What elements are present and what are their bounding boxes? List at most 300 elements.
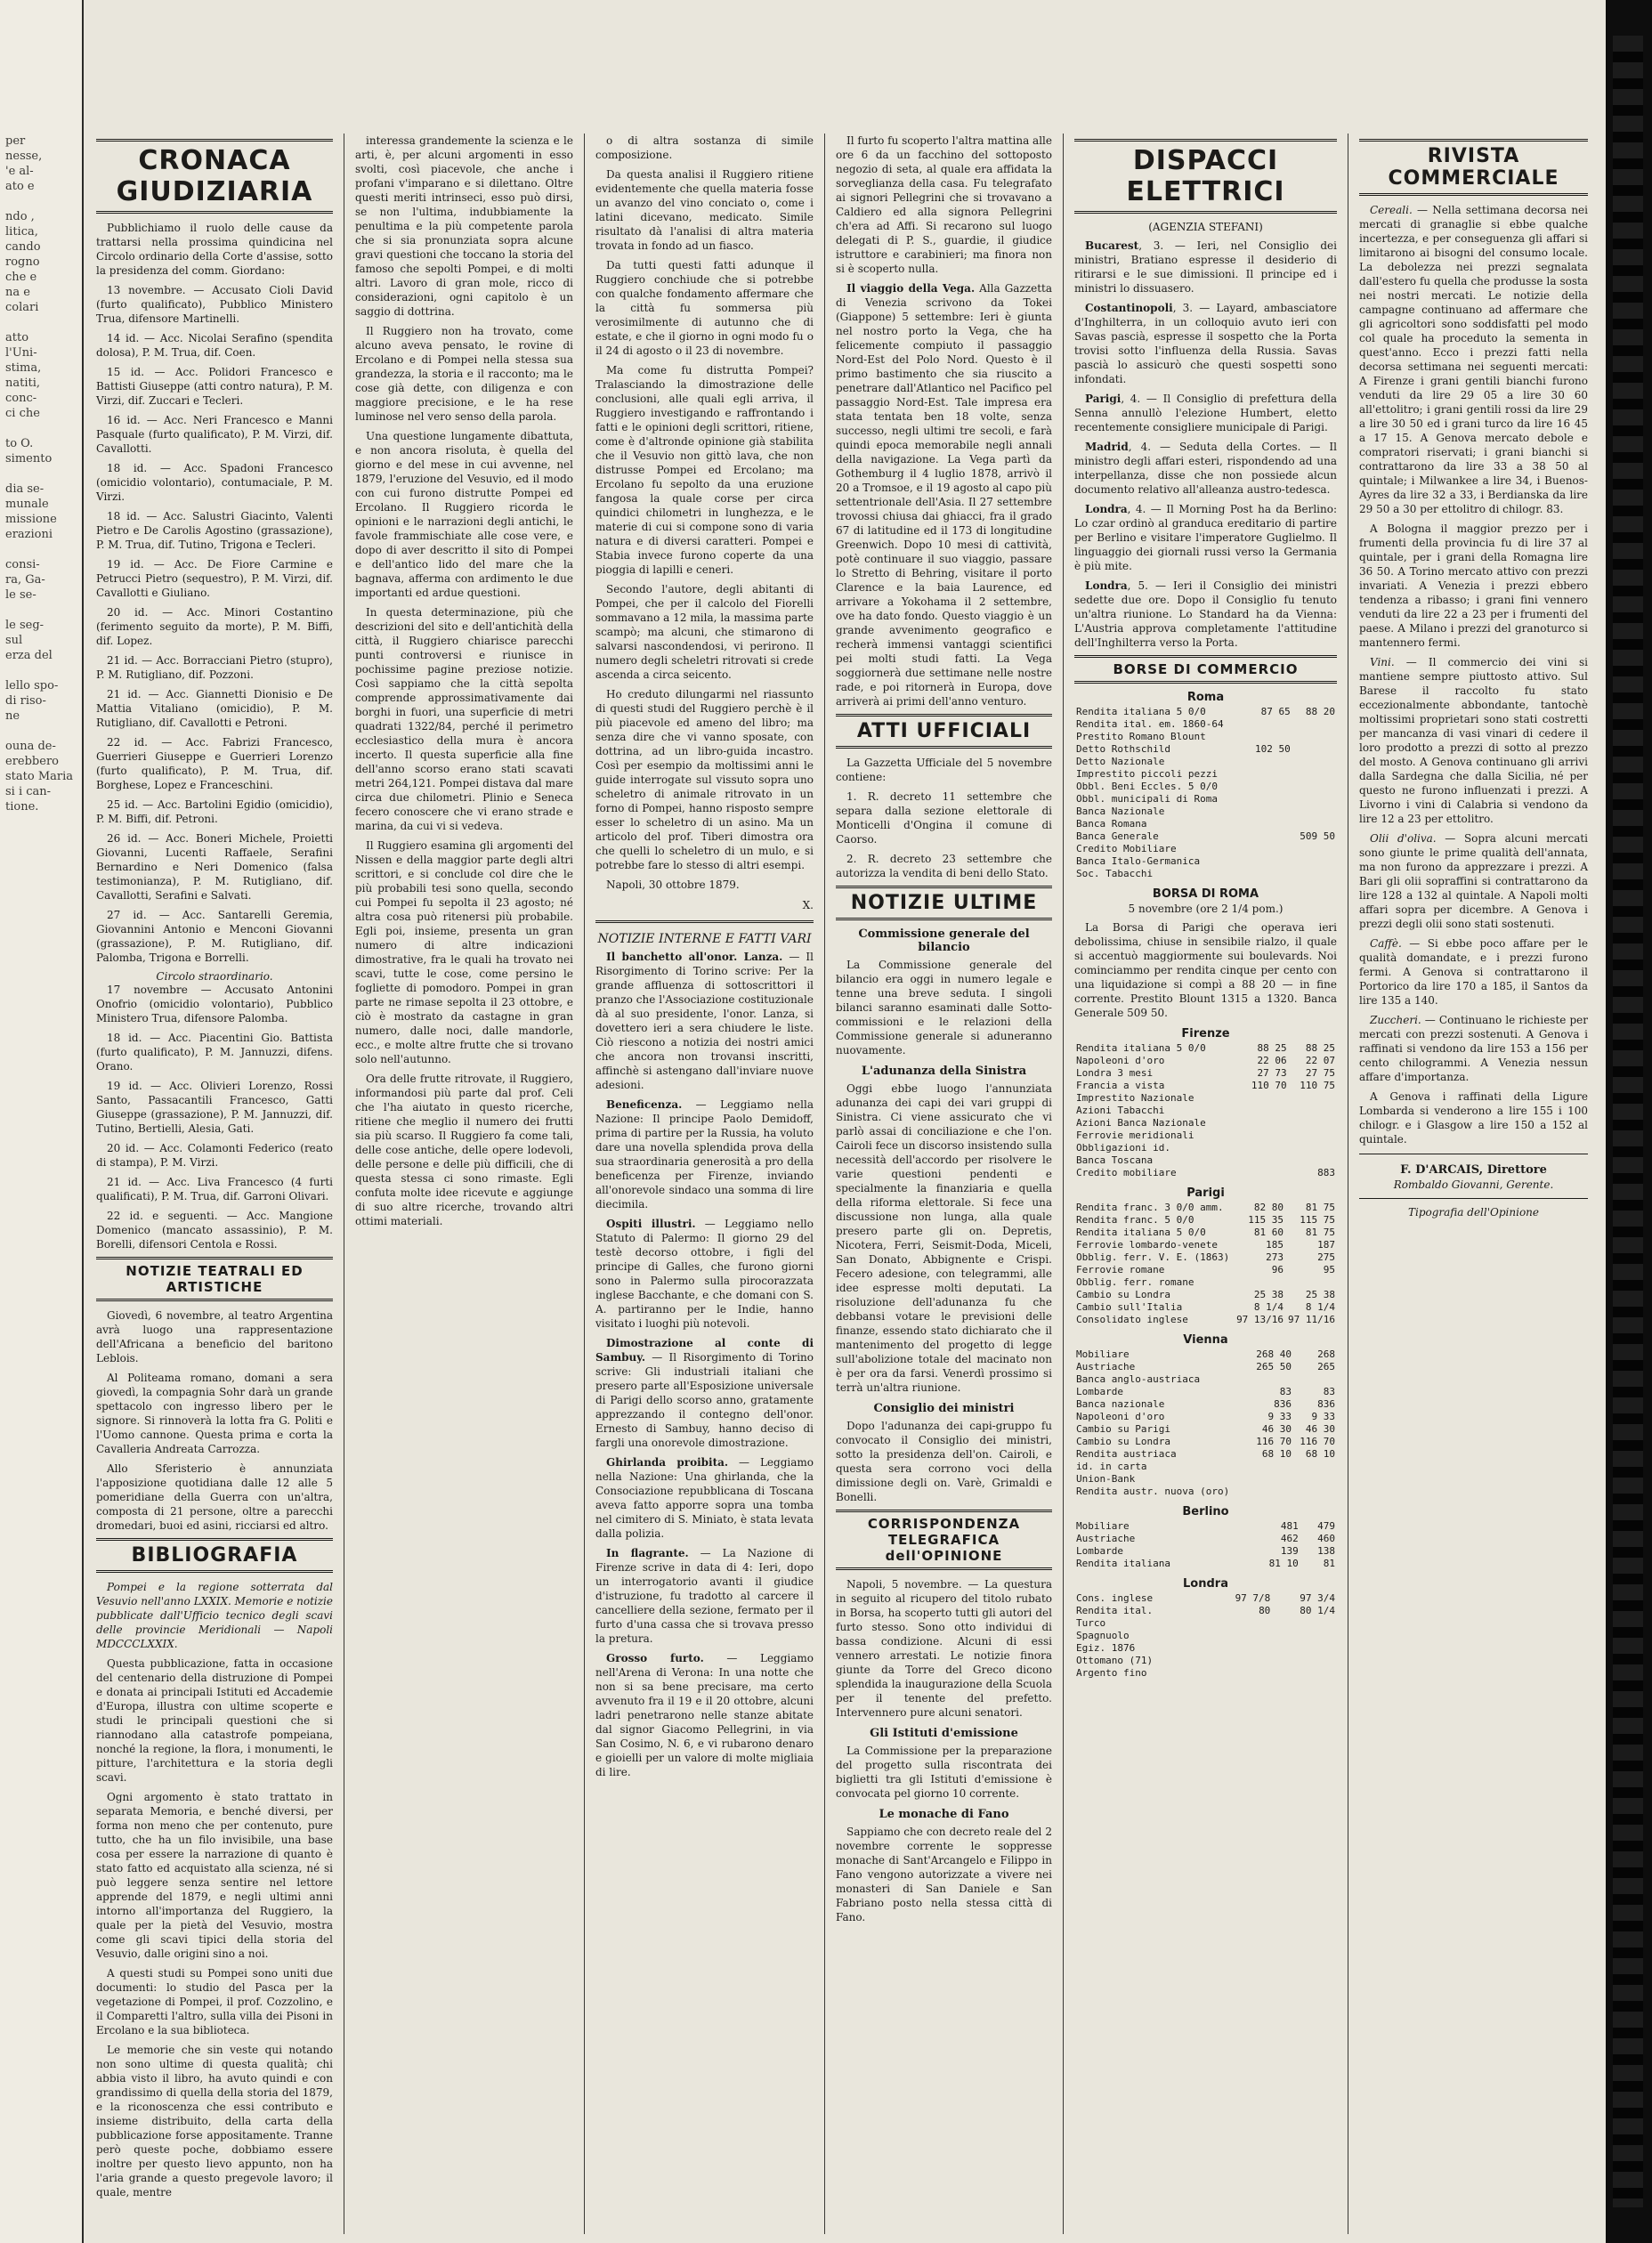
quote-value: [1292, 793, 1337, 806]
quote-security: Obbl. municipali di Roma: [1076, 793, 1218, 805]
quote-value: 139: [1280, 1545, 1299, 1557]
quote-value: 95: [1323, 1264, 1335, 1275]
quote-row: [1074, 1055, 1337, 1067]
quote-value: 97 3/4: [1300, 1592, 1335, 1604]
firenze-quotes-table: [1074, 1042, 1337, 1179]
quote-security: Cambio sull'Italia: [1076, 1301, 1183, 1313]
quote-value: [1293, 1486, 1337, 1498]
dispatch-item: Bucarest, 3. — Ieri, nel Consiglio dei ministri, Bratiano espresse il desiderio di ritirarsi e le sue dimissioni. Il principe ed i ministri lo dissuasero.: [1074, 239, 1337, 295]
dispatch-text: 5. — Ieri il Consiglio dei ministri sedette due ore. Dopo il Consiglio fu tenuto un'altra riunione. Lo Standard ha da Vienna: L'Austria approva completamente l'attitudine dell'Inghilterra verso la Porta.: [1074, 579, 1337, 649]
quote-security: Detto Rothschild: [1076, 743, 1170, 755]
quote-value: [1289, 1130, 1337, 1142]
news-item-text: Il Risorgimento di Torino scrive: Per la grande affluenza di sottoscrittori il pranzo che l'Associazione costituzionale dà al suo presidente, l'onor. Lanza, si dovettero ieri a sera chiudere le liste. Ciò riescono a notizia dei nostri amici che ancora non trovansi inscritti, affinchè si astengano dall'inviare nuove adesioni.: [595, 951, 814, 1091]
court-cases-list: [96, 283, 333, 965]
court-case-entry: 14 id. — Acc. Nicolai Serafino (spendita dolosa), P. M. Trua, dif. Coen.: [96, 332, 333, 359]
quote-row: [1074, 1545, 1337, 1558]
article-paragraph: Una questione lungamente dibattuta, e non ancora risoluta, è quella del giorno e del mese in cui avvenne, nel 1879, l'eruzione del Vesuvio, ed il modo con cui furono distrutte Pompei ed Ercolano. Il Ruggiero ricorda le opinioni e le narrazioni degli antichi, le favole frammischiate alle cose vere, e dopo di aver descritto il sito di Pompei e dell'antico lido del mare che la bagnava, afferma con ardimento le due importanti ed ardue questioni.: [355, 430, 573, 599]
notizie-ultime-header: NOTIZIE ULTIME: [836, 886, 1052, 920]
quote-value: 275: [1317, 1251, 1335, 1263]
quote-row: [1074, 1314, 1337, 1326]
atti-ufficiali-entry: 1. R. decreto 11 settembre che separa dalla sezione elettorale di Monticelli d'Ongina il comune di Caorso.: [836, 790, 1052, 846]
article-paragraph: Il Ruggiero esamina gli argomenti del Nissen e della maggior parte degli altri scrittori, e si conclude col dire che le più probabili tesi sono quella, secondo cui Pompei fu sepolta il 23 agosto; né altra cosa può ritenersi più probabile. Egli poi, insieme, presenta un gran numero di altre indicazioni dimostrative, fra le quali ha trovato nei scavi, tutte le cose, come persino le fogliette di pomodoro. Pompei in gran parte ne rimase sepolta il 23 ottobre, e ciò è mostrato da castagne in gran numero, dalle noci, dalle mandorle, ecc., e molte altre frutte che si trovano solo nell'autunno.: [355, 839, 573, 1065]
quote-value: [1292, 818, 1337, 830]
quote-row: [1074, 718, 1337, 731]
quote-security: Cambio su Parigi: [1076, 1423, 1170, 1435]
dispatch-place: Londra: [1085, 579, 1128, 592]
quote-value: 22 07: [1305, 1055, 1335, 1066]
court-case-entry: 21 id. — Acc. Borracciani Pietro (stupro), P. M. Rutigliano, dif. Pozzoni.: [96, 654, 333, 681]
atti-ufficiali-entry: 2. R. decreto 23 settembre che autorizza la vendita di beni dello Stato.: [836, 853, 1052, 879]
news-item-text: Leggiamo nella Nazione: Una ghirlanda, che la Consociazione repubblicana di Toscana aveva fatto apporre sopra una tomba nel cimitero di S. Miniato, è stata levata dalla polizia.: [595, 1456, 814, 1540]
quote-value: 115 35: [1248, 1214, 1284, 1226]
news-item: Il banchetto all'onor. Lanza. — Il Risorgimento di Torino scrive: Per la grande affluenza di sottoscrittori il pranzo che l'Associazione costituzionale dà al suo presidente, l'onor. Lanza, si dovettero ieri a sera chiudere le liste. Ciò riescono a notizia dei nostri amici che ancora non trovansi inscritti, affinchè si astengano dall'inviare nuove adesioni.: [595, 951, 814, 1091]
quote-row: [1074, 1398, 1337, 1411]
quote-security: Spagnuolo: [1076, 1630, 1130, 1641]
quote-security: Ferrovie romane: [1076, 1264, 1165, 1275]
londra-quotes-table: [1074, 1592, 1337, 1680]
circolo-title: Circolo straordinario.: [156, 970, 273, 983]
quote-value: 265: [1317, 1361, 1335, 1373]
borsa-roma-title: BORSA DI ROMA: [1152, 887, 1259, 901]
quote-row: [1074, 1042, 1337, 1055]
court-case-entry: 13 novembre. — Accusato Cioli David (furto qualificato), Pubblico Ministero Trua, difensore Martinelli.: [96, 284, 333, 325]
quote-value: [1234, 1276, 1285, 1289]
quote-row: [1074, 1080, 1337, 1092]
quote-row: [1074, 781, 1337, 793]
news-item: Dimostrazione al conte di Sambuy. — Il Risorgimento di Torino scrive: Gli industriali italiani che presero parte all'Esposizione universale di Parigi dello scorso anno, gratamente apprezzando il contegno dell'onor. Ernesto di Sambuy, hanno deciso di fargli una onorevole dimostrazione.: [595, 1337, 814, 1449]
article-paragraph: Da questa analisi il Ruggiero ritiene evidentemente che quella materia fosse un avanzo del vino conciato o, come i latini dicevano, medicato. Simile risultato dà l'analisi di altra materia trovata in fondo ad un fiasco.: [595, 168, 814, 252]
news-item-text: Leggiamo nella Nazione: Il principe Paolo Demidoff, prima di partire per la Russia, ha voluto dare una novella splendida prova della sua straordinaria generosità a pro della beneficenza per Firenze, inviando all'onorevole sindaco una somma di lire diecimila.: [595, 1098, 814, 1211]
quote-row: [1074, 1239, 1337, 1251]
fano-text: Sappiamo che con decreto reale del 2 novembre corrente le soppresse monache di Sant'Arcangelo e Filippo in Fano vengono autorizzate a vivere nei monasteri di San Daniele e San Fabriano posto nella stessa città di Fano.: [836, 1826, 1052, 1923]
quote-value: 110 75: [1300, 1080, 1335, 1091]
quote-security: Londra 3 mesi: [1076, 1067, 1154, 1079]
left-fragment-text: per nesse, 'e al- ato e ndo , litica, cando rogno che e na e colari atto l'Uni- stima, natiti, conc- ci che to O. simento dia se- munale missione erazioni consi- ra, Ga- le se- le seg- sul erza del lello spo- di riso- ne ouna de- erebbero stato Maria si i can- tione.: [5, 134, 74, 814]
quote-value: [1248, 818, 1292, 830]
agenzia-label: (AGENZIA STEFANI): [1148, 221, 1263, 233]
dispacci-header: DISPACCI ELETTRICI: [1074, 139, 1337, 214]
bibliografia-paragraph: Questa pubblicazione, fatta in occasione del centenario della distruzione di Pompei e donata ai principali Istituti ed Accademie d'Europa, illustra con ultime scoperte e studi le principali questioni che si riannodano alla catastrofe pompeiana, nonché la regione, la flora, i monumenti, le pitture, l'architettura e la storia degli scavi.: [96, 1657, 333, 1784]
quote-row: [1074, 1558, 1337, 1570]
left-adjacent-page-fragment: [0, 0, 84, 2243]
quote-value: 25 38: [1305, 1289, 1335, 1300]
quote-value: [1292, 768, 1337, 781]
article-paragraph: Secondo l'autore, degli abitanti di Pompei, che per il calcolo del Fiorelli sommavano a 12 mila, la massima parte scampò; ma alcuni, che stimarono di salvarsi nascondendosi, vi perirono. Il numero degli scheletri ritrovati si crede ascenda a circa seicento.: [595, 583, 814, 681]
quote-row: [1074, 1436, 1337, 1448]
quote-row: [1074, 1227, 1337, 1239]
quote-security: Banca Toscana: [1076, 1154, 1154, 1166]
quote-value: [1248, 731, 1292, 743]
column-5: [1063, 134, 1348, 2234]
court-case-entry: 19 id. — Acc. De Fiore Carmine e Petrucci Pietro (sequestro), P. M. Virzi, dif. Cavallotti e Giuliano.: [96, 558, 333, 599]
dispatch-item: Madrid, 4. — Seduta della Cortes. — Il ministro degli affari esteri, rispondendo ad una interpellanza, disse che non possiede alcun documento relativo all'alleanza austro-tedesca.: [1074, 441, 1337, 496]
quote-value: [1292, 756, 1337, 768]
quote-security: Banca anglo-austriaca: [1076, 1373, 1201, 1385]
quote-security: Lombarde: [1076, 1386, 1123, 1397]
film-strip-edge: [1613, 36, 1643, 2207]
article-paragraph: Il furto fu scoperto l'altra mattina alle ore 6 da un facchino del sottoposto negozio di seta, al quale era affidata la sorveglianza della casa. Fu telegrafato ai signori Pellegrini che si trovavano a Caldiero ed alla signora Pellegrini ch'era ad Affi. Si recarono sul luogo delegati di P. S., guardie, il giudice istruttore e carabinieri; ma finora non si è scoperto nulla.: [836, 134, 1052, 275]
quote-row: [1074, 731, 1337, 743]
commerce-section-title: Zuccheri.: [1370, 1014, 1421, 1026]
quote-security: Rendita franc. 3 0/0 amm.: [1076, 1202, 1224, 1213]
quote-row: [1074, 1655, 1337, 1667]
quote-value: 185: [1266, 1239, 1284, 1251]
teatri-list: [96, 1308, 333, 1533]
quote-value: 27 73: [1257, 1067, 1287, 1079]
quote-value: 9 33: [1311, 1411, 1335, 1422]
article-paragraph: Ma come fu distrutta Pompei? Tralasciando la dimostrazione delle conclusioni, alle quali egli arriva, il Ruggiero investigando e raffrontando i fatti e le opinioni degli scrittori, ritiene, come è d'altronde opinione già stabilita che il Vesuvio non gittò lava, che non distrusse Pompei ed Ercolano; ma Ercolano fu sepolto da una eruzione fangosa la quale corse per circa quindici chilometri in lunghezza, e le materie di cui si compone sono di varia natura e di diversi caratteri. Pompei e Stabia invece furono coperte da una pioggia di lapilli e ceneri.: [595, 364, 814, 576]
quote-value: [1240, 1167, 1288, 1179]
news-item-title: Dimostrazione al conte di Sambuy.: [595, 1337, 814, 1364]
quote-value: [1248, 768, 1292, 781]
court-case-entry: 16 id. — Acc. Neri Francesco e Manni Pasquale (furto qualificato), P. M. Virzi, dif. Cavallotti.: [96, 414, 333, 455]
roma-table-title: Roma: [1186, 691, 1225, 704]
quote-security: Rendita ital. em. 1860-64: [1076, 718, 1224, 730]
quote-value: [1292, 868, 1337, 880]
quote-security: Rendita austriaca: [1076, 1448, 1177, 1460]
fano-title: Le monache di Fano: [879, 1808, 1009, 1821]
quote-security: Azioni Banca Nazionale: [1076, 1117, 1206, 1129]
quote-security: Mobiliare: [1076, 1348, 1130, 1360]
article-paragraph: In questa determinazione, più che descrizioni del sito e dell'antichità della città, il Ruggiero chiarisce parecchi punti controversi e riunisce in pochissime pagine preziose notizie. Così sappiamo che la città sepolta comprende approssimativamente dai borghi in fuori, una superficie di metri quadrati 1322/84, perché il perimetro ecclesiastico della mura è ancora incerto. Il questa superficie alla fine dell'anno scorso erano stati scavati metri 264,121. Pompei distava dal mare circa due chilometri. Plinio e Seneca fecero conoscere che vi erano strade e marina, da cui vi si vedeva.: [355, 606, 573, 832]
quote-row: [1074, 1105, 1337, 1117]
atti-ufficiali-header: ATTI UFFICIALI: [836, 714, 1052, 749]
vega-text: Alla Gazzetta di Venezia scrivono da Tokei (Giappone) 5 settembre: Ieri è giunta nel nostro porto la Vega, che ha felicemente compiuto il passaggio Nord-Est del Polo Nord. Questo è il primo bastimento che sia riuscito a penetrare dall'Atlantico nel Pacifico pel passaggio Nord-Est. Tale impresa era stata tentata ben 18 volte, senza successo, negli ultimi tre secoli, e farà quindi epoca memorabile negli annali della navigazione. La Vega partì da Gothemburg il 4 luglio 1878, arrivò il 20 a Tromsoe, e il 19 agosto al capo più settentrionale dell'Asia. Il 27 settembre trovossi chiusa dai ghiacci, fra il grado 67 di latitudine ed il 173 di longitudine Greenwich. Dopo 10 mesi di cattività, potè continuare il suo viaggio, passare lo Stretto di Behring, visitare il porto Clarence e la baia Laurence, ed arrivare a Yokohama il 2 settembre, ove ha dato fondo. Questo viaggio è un grande avvenimento geografico e recherà immensi vantaggi scientifici pei molti studi fatti. La Vega soggiornerà due settimane nelle nostre rade, e poi ritornerà in Europa, dove arriverà ai primi dell'anno venturo.: [836, 282, 1052, 708]
quote-value: [1240, 1130, 1288, 1142]
vega-title: Il viaggio della Vega.: [846, 282, 976, 295]
dispatch-text: 4. — Il Consiglio di prefettura della Senna annullò l'elezione Humbert, eletto recentemente consigliere municipale di Parigi.: [1074, 393, 1337, 433]
court-case-entry: 22 id. — Acc. Fabrizi Francesco, Guerrieri Giuseppe e Guerrieri Lorenzo (furto qualificato), P. M. Trua, dif. Borghese, Lopez e Franceschini.: [96, 736, 333, 791]
quote-value: [1293, 1373, 1337, 1386]
quote-row: [1074, 1361, 1337, 1373]
article-paragraph: Napoli, 30 ottobre 1879.: [606, 879, 740, 891]
borsa-roma-report: La Borsa di Parigi che operava ieri debolissima, chiuse in sensibile rialzo, il quale si accentuò maggiormente sui boulevards. Noi cominciammo per rendita cinque per cento con una liquidazione si compì a 88 20 — in fine corrente. Prestito Blount 1315 a 1320. Banca Generale 509 50.: [1074, 921, 1337, 1019]
bibliografia-title: Pompei e la regione sotterrata dal Vesuvio nell'anno LXXIX. Memorie e notizie pubblicate dall'Ufficio tecnico degli scavi delle provincie Meridionali — Napoli MDCCCLXXIX.: [96, 1581, 333, 1650]
quote-security: Argento fino: [1076, 1667, 1147, 1679]
quote-row: [1074, 1202, 1337, 1214]
bibliografia-paragraph: A questi studi su Pompei sono uniti due documenti: lo studio del Pasca per la vegetazione di Pompei, il prof. Cozzolino, e il Comparetti l'altro, sulla villa dei Pisoni in Ercolano e la sua biblioteca.: [96, 1967, 333, 2037]
quote-value: [1248, 781, 1292, 793]
court-case-entry: 18 id. — Acc. Piacentini Gio. Battista (furto qualificato), P. M. Jannuzzi, difens. Orano.: [96, 1032, 333, 1073]
quote-value: 836: [1274, 1398, 1292, 1410]
quote-value: 8 1/4: [1305, 1301, 1335, 1313]
court-case-entry: 21 id. — Acc. Liva Francesco (4 furti qualificati), P. M. Trua, dif. Garroni Olivari.: [96, 1176, 333, 1202]
article-paragraph: Da tutti questi fatti adunque il Ruggiero conchiude che si potrebbe con qualche fondamento affermare che la città fu sommersa più verosimilmente di autunno che di estate, e che il giorno in ogni modo fu o il 24 di agosto o il 23 di novembre.: [595, 259, 814, 357]
court-case-entry: 19 id. — Acc. Olivieri Lorenzo, Rossi Santo, Passacantili Francesco, Gatti Giuseppe (grassazione), P. M. Jannuzzi, dif. Tutino, Bertielli, Alesia, Gati.: [96, 1080, 333, 1135]
quote-row: [1074, 1142, 1337, 1154]
vienna-quotes-table: [1074, 1348, 1337, 1498]
article-paragraph: Ho creduto dilungarmi nel riassunto di questi studi del Ruggiero perchè è il più piacevole ed ameno del libro; ma senza dire che vi vanno sposate, con dottrina, ad un libro-guida incastro. Così per esempio da moltissimi anni le guide interrogate sul vissuto sopra uno scheletro di animale ritrovato in un forno di Pompei, hanno risposto sempre esser lo scheletro di un asino. Ma un articolo del prof. Tiberi dimostra ora che quelli lo scheletro di un mulo, e si potrebbe fare lo stesso di altri esempi.: [595, 688, 814, 871]
quote-security: id. in carta: [1076, 1461, 1147, 1472]
sinistra-text: Oggi ebbe luogo l'annunziata adunanza dei capi dei vari gruppi di Sinistra. Ci viene assicurato che vi parlò assai di conciliazione e che l'on. Cairoli fece un discorso insistendo sulla necessità dell'accordo per risolvere le varie questioni pendenti e specialmente la finanziaria e quella della riforma elettorale. Si fece una discussione non lunga, alla quale presero parte gli on. Depretis, Nicotera, Ferri, Seismit-Doda, Miceli, San Donato, Abbignente e Crispi. Fecero adesione, con telegrammi, alle idee espresse molti deputati. La risoluzione dell'adunanza fu che debbansi votare le previsioni delle finanze, essendo stato dichiarato che il mantenimento del progetto di legge sull'abolizione totale del macinato non è per ora da farsi. Venerdì prossimo si terrà un'altra riunione.: [836, 1082, 1052, 1394]
berlino-quotes-table: [1074, 1520, 1337, 1570]
quote-row: [1074, 1251, 1337, 1264]
news-item-text: Il Risorgimento di Torino scrive: Gli industriali italiani che presero parte all'Esposizione universale di Parigi dello scorso anno, gratamente apprezzando il contegno dell'onor. Ernesto di Sambuy, hanno deciso di fargli una onorevole dimostrazione.: [595, 1351, 814, 1449]
quote-row: [1074, 793, 1337, 806]
dispatch-place: Costantinopoli: [1085, 302, 1173, 314]
commerce-section-title: Vini.: [1370, 656, 1395, 668]
quote-value: 268: [1317, 1348, 1335, 1360]
bibliografia-continuation: [355, 134, 573, 1228]
court-case-entry: 25 id. — Acc. Bartolini Egidio (omicidio), P. M. Biffi, dif. Petroni.: [96, 798, 333, 825]
column-4: [824, 134, 1063, 2234]
sinistra-title: L'adunanza della Sinistra: [861, 1065, 1027, 1078]
quote-value: [1272, 1630, 1337, 1642]
quote-value: 68 10: [1261, 1448, 1292, 1460]
quote-value: [1240, 1142, 1288, 1154]
quote-value: [1240, 1105, 1288, 1117]
commerce-section-text: Sopra alcuni mercati sono giunte le prime qualità dell'annata, ma non furono da apprezzare i prezzi. A Bari gli olii sopraffini si contrattarono da lire 128 a 132 al quintale. A Napoli molti affari sopra per dicembre. A Genova i prezzi degli olii sono stati sostenuti.: [1359, 832, 1589, 930]
dispatch-place: Londra: [1085, 503, 1128, 515]
news-item-title: Il banchetto all'onor. Lanza.: [606, 951, 783, 963]
londra-table-title: Londra: [1183, 1577, 1228, 1591]
commerce-section: Caffè. — Si ebbe poco affare per le qualità domandate, e i prezzi furono fermi. A Genova si contrattarono il Portorico da lire 170 a 185, il Santos da lire 135 a 140.: [1359, 937, 1588, 1007]
quote-row: [1074, 1092, 1337, 1105]
news-item: In flagrante. — La Nazione di Firenze scrive in data di 4: Ieri, dopo un interrogatorio avanti il giudice d'istruzione, fu tradotto al carcere il cancelliere della sezione, fermato per il furto d'una cassa che si trovava presso la pretura.: [595, 1547, 814, 1645]
atti-ufficiali-list: [836, 756, 1052, 880]
bibliografia-paragraph: Ogni argomento è stato trattato in separata Memoria, e benché diversi, per forma non meno che per contenuto, pure tutto, che ha un filo invisibile, una base cosa per essere la narrazione di quanto è stato fatto ed acquistato alla scienza, né si può leggere senza sentire nel lettore apprende del 1879, e negli ultimi anni intorno all'importanza del Ruggiero, la quale per la pietà del Vesuvio, mostra come gli scavi tipici della storia del Vesuvio, dalle origini sino a noi.: [96, 1791, 333, 1960]
emissione-text: La Commissione per la preparazione del progetto sulla riscontrata dei biglietti tra gli Istituti d'emissione è convocata pel giorno 10 corrente.: [836, 1745, 1052, 1800]
commerce-section-text: Si ebbe poco affare per le qualità domandate, e i prezzi furono fermi. A Genova si contrattarono il Portorico da lire 170 a 185, il Santos da lire 135 a 140.: [1359, 937, 1588, 1007]
quote-value: 82 80: [1253, 1202, 1284, 1213]
court-case-entry: 22 id. e seguenti. — Acc. Mangione Domenico (mancato assassinio), P. M. Borelli, difensori Centola e Rossi.: [96, 1210, 333, 1251]
column-3: [584, 134, 824, 2234]
article-paragraph: interessa grandemente la scienza e le arti, è, per alcuni argomenti in esso svolti, così piacevole, che anche i profani v'imparano e si dilettano. Oltre questi meriti intrinseci, esso può dirsi, se non l'ultima, indubbiamente la penultima e la più competente parola che si sia pronunziata sopra alcune gravi questioni che toccano la storia del famoso che sepolti Pompei, e di molti altri. Lavoro di gran mole, ricco di considerazioni, ogni capitolo è un saggio di dottrina.: [355, 134, 573, 318]
quote-security: Turco: [1076, 1617, 1106, 1629]
quote-value: [1240, 1117, 1288, 1130]
news-item-title: In flagrante.: [606, 1547, 689, 1559]
quote-row: [1074, 1386, 1337, 1398]
article-paragraph: o di altra sostanza di simile composizione.: [595, 134, 814, 161]
quote-security: Ottomano (71): [1076, 1655, 1154, 1666]
quote-value: 883: [1317, 1167, 1335, 1178]
quote-value: [1250, 1461, 1293, 1473]
court-case-entry: 27 id. — Acc. Santarelli Geremia, Giovannini Antonio e Menconi Giovanni (grassazione), P. M. Rutigliano, dif. Palomba, Trigona e Borrelli.: [96, 909, 333, 964]
dispatch-place: Bucarest: [1085, 239, 1139, 252]
quote-security: Ferrovie lombardo-venete: [1076, 1239, 1218, 1251]
quote-row: [1074, 1289, 1337, 1301]
right-scan-edge: [1606, 0, 1652, 2243]
quote-row: [1074, 1592, 1337, 1605]
commerce-section-text: Continuano le richieste per mercati con prezzi sostenuti. A Genova i raffinati si vendono da lire 153 a 156 per cento chilogrammi. A Venezia nessun affare d'importanza.: [1359, 1014, 1588, 1083]
dispatch-place: Parigi: [1085, 393, 1122, 405]
quote-value: 836: [1317, 1398, 1335, 1410]
court-case-entry: 18 id. — Acc. Salustri Giacinto, Valenti Pietro e De Carolis Agostino (grassazione), P. M. Trua, dif. Tutino, Trigona e Tecleri.: [96, 510, 333, 551]
teatri-paragraph: Giovedì, 6 novembre, al teatro Argentina avrà luogo una rappresentazione dell'Africana a beneficio del baritono Leblois.: [96, 1309, 333, 1364]
bibliografia-header: BIBLIOGRAFIA: [96, 1538, 333, 1573]
quote-value: 96: [1271, 1264, 1284, 1275]
quote-row: [1074, 843, 1337, 855]
borse-header: BORSE DI COMMERCIO: [1074, 655, 1337, 684]
quote-security: Azioni Tabacchi: [1076, 1105, 1165, 1116]
court-case-entry: 18 id. — Acc. Spadoni Francesco (omicidio volontario), contumaciale, P. M. Virzi.: [96, 462, 333, 503]
quote-row: [1074, 1520, 1337, 1533]
news-item: Ospiti illustri. — Leggiamo nello Statuto di Palermo: Il giorno 29 del testè decorso ottobre, i figli del principe di Galles, che furono giorni sono in Palermo sulla pirocorazzata inglese Bacchante, e che domani con S. A. partiranno per le Indie, hanno visitato i luoghi più notevoli.: [595, 1218, 814, 1330]
quote-security: Austriache: [1076, 1533, 1136, 1544]
quote-value: 81 10: [1268, 1558, 1299, 1569]
quote-value: [1208, 1630, 1273, 1642]
quote-value: 22 06: [1257, 1055, 1287, 1066]
news-item-text: La Nazione di Firenze scrive in data di 4: Ieri, dopo un interrogatorio avanti il giudice d'istruzione, fu tradotto al carcere il cancelliere della sezione, fermato per il furto d'una cassa che si trovava presso la pretura.: [595, 1547, 814, 1645]
quote-value: 268 40: [1256, 1348, 1292, 1360]
quote-value: [1240, 1092, 1288, 1105]
quote-value: 265 50: [1256, 1361, 1292, 1373]
quote-row: [1074, 1533, 1337, 1545]
quote-value: [1250, 1486, 1293, 1498]
quote-value: [1289, 1117, 1337, 1130]
ministri-title: Consiglio dei ministri: [873, 1402, 1015, 1415]
quote-value: 88 25: [1257, 1042, 1287, 1054]
quote-security: Obblig. ferr. romane: [1076, 1276, 1194, 1288]
quote-row: [1074, 768, 1337, 781]
quote-security: Banca nazionale: [1076, 1398, 1165, 1410]
quote-value: 46 30: [1305, 1423, 1335, 1435]
quote-value: 88 25: [1305, 1042, 1335, 1054]
quote-value: [1289, 1142, 1337, 1154]
quote-security: Rendita italiana 5 0/0: [1076, 1042, 1206, 1054]
quote-row: [1074, 1276, 1337, 1289]
quote-row: [1074, 1214, 1337, 1227]
quote-value: 462: [1280, 1533, 1299, 1544]
parigi-quotes-table: [1074, 1202, 1337, 1326]
quote-security: Rendita ital.: [1076, 1605, 1154, 1616]
quote-security: Rendita italiana 5 0/0: [1076, 1227, 1206, 1238]
quote-security: Cambio su Londra: [1076, 1289, 1170, 1300]
quote-security: Imprestito Nazionale: [1076, 1092, 1194, 1104]
quote-value: 83: [1323, 1386, 1335, 1397]
quote-value: 97 7/8: [1235, 1592, 1271, 1604]
news-item: Beneficenza. — Leggiamo nella Nazione: Il principe Paolo Demidoff, prima di partire per la Russia, ha voluto dare una novella splendida prova della sua straordinaria generosità a pro della beneficenza per Firenze, inviando all'onorevole sindaco una somma di lire diecimila.: [595, 1098, 814, 1211]
quote-value: [1208, 1655, 1273, 1667]
notizie-interne-list: [595, 950, 814, 1779]
news-item-title: Grosso furto.: [606, 1652, 704, 1664]
commerce-section-title: Caffè.: [1370, 937, 1402, 950]
quote-security: Mobiliare: [1076, 1520, 1130, 1532]
article-signature: X.: [802, 899, 814, 911]
quote-value: 8 1/4: [1253, 1301, 1284, 1313]
quote-row: [1074, 1154, 1337, 1167]
rivista-sections: [1359, 203, 1588, 1146]
bilancio-title: Commissione generale del bilancio: [858, 927, 1030, 954]
dispatch-item: Londra, 4. — Il Morning Post ha da Berlino: Lo czar ordinò al granduca ereditario di partire per Berlino e visitare l'imperatore Guglielmo. Il linguaggio dei giornali russi verso la Germania è più mite.: [1074, 503, 1337, 572]
quote-value: 273: [1266, 1251, 1284, 1263]
quote-security: Ferrovie meridionali: [1076, 1130, 1194, 1141]
quote-row: [1074, 1486, 1337, 1498]
quote-value: [1285, 1276, 1337, 1289]
quote-value: 97 13/16: [1236, 1314, 1284, 1325]
quote-value: [1208, 1642, 1273, 1655]
quote-value: [1292, 781, 1337, 793]
quote-security: Cons. inglese: [1076, 1592, 1154, 1604]
quote-security: Soc. Tabacchi: [1076, 868, 1154, 879]
commerce-section: Zuccheri. — Continuano le richieste per mercati con prezzi sostenuti. A Genova i raffinati si vendono da lire 153 a 156 per cento chilogrammi. A Venezia nessun affare d'importanza.: [1359, 1014, 1588, 1083]
news-item-title: Ospiti illustri.: [606, 1218, 696, 1230]
quote-security: Rendita austr. nuova (oro): [1076, 1486, 1230, 1497]
gerente-signature: Rombaldo Giovanni, Gerente.: [1393, 1178, 1554, 1191]
berlino-table-title: Berlino: [1182, 1505, 1229, 1518]
commerce-section-text: A Genova i raffinati della Ligure Lombarda si venderono a lire 155 i 100 chilogr. e i Glasgow a lire 150 a 152 al quintale.: [1359, 1090, 1588, 1146]
quote-value: 116 70: [1256, 1436, 1292, 1447]
quote-value: [1248, 830, 1292, 843]
teatri-paragraph: Allo Sferisterio è annunziata l'apposizione quotidiana dalle 12 alle 5 pomeridiane della Guerra con un'altra, composta di 21 persone, oltre a parecchi dromedari, buoi ed asini, ricciarsi ed altro.: [96, 1462, 333, 1532]
quote-row: [1074, 1067, 1337, 1080]
quote-value: [1289, 1154, 1337, 1167]
quote-value: [1292, 843, 1337, 855]
court-case-entry: 26 id. — Acc. Boneri Michele, Proietti Giovanni, Lucenti Raffaele, Serafini Bernardino e Neri Domenico (falsa testimonianza), P. M. Rutigliano, dif. Cavallotti, Serafini e Salvati.: [96, 832, 333, 902]
quote-value: [1248, 718, 1292, 731]
quote-row: [1074, 1411, 1337, 1423]
quote-row: [1074, 1448, 1337, 1461]
firenze-table-title: Firenze: [1181, 1027, 1230, 1041]
commerce-section-text: A Bologna il maggior prezzo per i frumenti della provincia fu di lire 37 al quintale, per i grani della Romagna lire 36 50. A Torino mercato attivo con prezzi invariati. A Venezia i prezzi ebbero tendenza a ribasso; i grani fini vennero venduti da lire 22 a 23 per i frumenti del paese. A Milano i prezzi del granoturco si mantennero fermi.: [1359, 522, 1588, 649]
corrispondenza-header: CORRISPONDENZA TELEGRAFICA dell'OPINIONE: [836, 1510, 1052, 1570]
dispatch-text: 3. — Ieri, nel Consiglio dei ministri, Bratiano espresse il desiderio di ritirarsi e le sue dimissioni. Il principe ed i ministri lo dissuasero.: [1074, 239, 1337, 295]
quote-row: [1074, 806, 1337, 818]
commerce-section: [1359, 1089, 1588, 1146]
quote-security: Obblig. ferr. V. E. (1863): [1076, 1251, 1230, 1263]
quote-row: [1074, 1473, 1337, 1486]
quote-row: [1074, 1461, 1337, 1473]
quote-value: 479: [1317, 1520, 1335, 1532]
quote-value: [1272, 1617, 1337, 1630]
quote-value: 80: [1259, 1605, 1271, 1616]
director-signature: F. D'ARCAIS, Direttore: [1400, 1163, 1547, 1177]
teatri-header: NOTIZIE TEATRALI ED ARTISTICHE: [96, 1257, 333, 1301]
quote-security: Imprestito piccoli pezzi: [1076, 768, 1218, 780]
quote-value: 116 70: [1300, 1436, 1335, 1447]
bibliografia-conclusion: [595, 134, 814, 892]
parigi-table-title: Parigi: [1186, 1186, 1225, 1200]
quote-security: Banca Romana: [1076, 818, 1147, 830]
quote-row: [1074, 1373, 1337, 1386]
news-item-text: Leggiamo nello Statuto di Palermo: Il giorno 29 del testè decorso ottobre, i figli del principe di Galles, che furono giorni sono in Palermo sulla pirocorazzata inglese Bacchante, e che domani con S. A. partiranno per le Indie, hanno visitato i luoghi più notevoli.: [595, 1218, 814, 1330]
column-1: [85, 134, 344, 2234]
bibliografia-paragraphs: [96, 1656, 333, 2199]
article-paragraph: Ora delle frutte ritrovate, il Ruggiero, informandosi più parte dal prof. Celi che l'ha aiutato in questo ricerche, ritiene che meglio il numero dei frutti sia più scarso. Il Ruggiero fa come tali, delle cose antiche, delle opere lodevoli, delle persone e delle più difficili, che di questa stessa ci sono rimaste. Egli confuta molte idee ricevute e aggiunge di suo altre ricerche, trovando altri ottimi materiali.: [355, 1073, 573, 1227]
quote-value: [1248, 868, 1292, 880]
quote-value: 81 75: [1305, 1227, 1335, 1238]
quote-row: [1074, 1117, 1337, 1130]
commerce-section: Cereali. — Nella settimana decorsa nei mercati di granaglie si ebbe qualche incertezza, e per conseguenza gli affari si limitarono ai bisogni del consumo locale. La debolezza nei prezzi segnalata dall'estero fu quella che produsse la sosta nei nostri mercati. Le notizie della campagne continuano ad affermare che gli agricoltori sono soddisfatti pel modo col quale ha proceduto la sementa in quest'anno. Ecco i prezzi fatti nella decorsa settimana nei seguenti mercati: A Firenze i grani gentili bianchi furono venduti da lire 29 05 a lire 30 60 all'ettolitro; i grani gentili rossi da lire 29 a lire 30 50 ed i grani turco da lire 16 45 a 17 15. A Genova mercato debole e compratori riservati; i grani bianchi si contrattarono da lire 33 a 38 50 al quintale; i Milwankee a lire 34, i Buenos-Ayres da lire 32 a 33, i Berdianska da lire 29 50 a 30 per ettolitro di chilogr. 83.: [1359, 204, 1588, 515]
quote-value: 481: [1280, 1520, 1299, 1532]
quote-row: [1074, 706, 1337, 718]
cronaca-intro: Pubblichiamo il ruolo delle cause da trattarsi nella prossima quindicina nel Circolo ordinario della Corte d'assise, sotto la presidenza del comm. Giordano:: [96, 222, 333, 277]
court-case-entry: 20 id. — Acc. Colamonti Federico (reato di stampa), P. M. Virzi.: [96, 1142, 333, 1169]
borsa-roma-date: 5 novembre (ore 2 1/4 pom.): [1128, 903, 1284, 915]
article-paragraph: Il Ruggiero non ha trovato, come alcuno aveva pensato, le rovine di Ercolano e di Pompei nella stessa sua grandezza, la storia e il racconto; ma le cose già dette, con diligenza e con maggiore precisione, e le ha rese luminose nel vero senso della parola.: [355, 325, 573, 423]
court-case-entry: 17 novembre — Accusato Antonini Onofrio (omicidio volontario), Pubblico Ministero Trua, difensore Palomba.: [96, 984, 333, 1024]
quote-row: [1074, 1130, 1337, 1142]
newspaper-page: [85, 134, 1599, 2234]
quote-value: 81 60: [1253, 1227, 1284, 1238]
notizie-interne-header: NOTIZIE INTERNE E FATTI VARI: [597, 932, 812, 946]
quote-value: 102 50: [1255, 743, 1291, 755]
dispatch-place: Madrid: [1085, 441, 1129, 453]
commerce-section: [1359, 522, 1588, 650]
quote-value: [1272, 1667, 1337, 1680]
quote-security: Obbl. Beni Eccles. 5 0/0: [1076, 781, 1218, 792]
corrispondenza-text: Napoli, 5 novembre. — La questura in seguito al ricupero del titolo rubato in Borsa, ha scoperto tutti gli autori del furto stesso. Sono otto individui di bassa condizione. Alcuni di essi vennero arrestati. Le notizie finora giunte da Torre del Greco dicono splendida la inaugurazione della Scuola per il tenente del prefetto. Intervennero pure alcuni senatori.: [836, 1578, 1052, 1719]
quote-value: 88 20: [1305, 706, 1335, 717]
dispatch-text: 4. — Il Morning Post ha da Berlino: Lo czar ordinò al granduca ereditario di partire per Berlino e visitare l'imperatore Guglielmo. Il linguaggio dei giornali russi verso la Germania è più mite.: [1074, 503, 1337, 572]
vega-article: [836, 281, 1052, 709]
quote-value: [1250, 1373, 1293, 1386]
commerce-section-title: Olii d'oliva.: [1370, 832, 1437, 845]
news-item: Grosso furto. — Leggiamo nell'Arena di Verona: In una notte che non si sa bene precisare, ma certo avvenuto fra il 19 e il 20 ottobre, alcuni ladri penetrarono nelle stanze abitate dal signor Giacomo Pellegrini, in via San Cosimo, N. 6, e vi rubarono denaro e gioielli per un valore di molte migliaia di lire.: [595, 1652, 814, 1778]
quote-row: [1074, 1423, 1337, 1436]
printer-credit: Tipografia dell'Opinione: [1407, 1206, 1540, 1219]
quote-row: [1074, 1348, 1337, 1361]
